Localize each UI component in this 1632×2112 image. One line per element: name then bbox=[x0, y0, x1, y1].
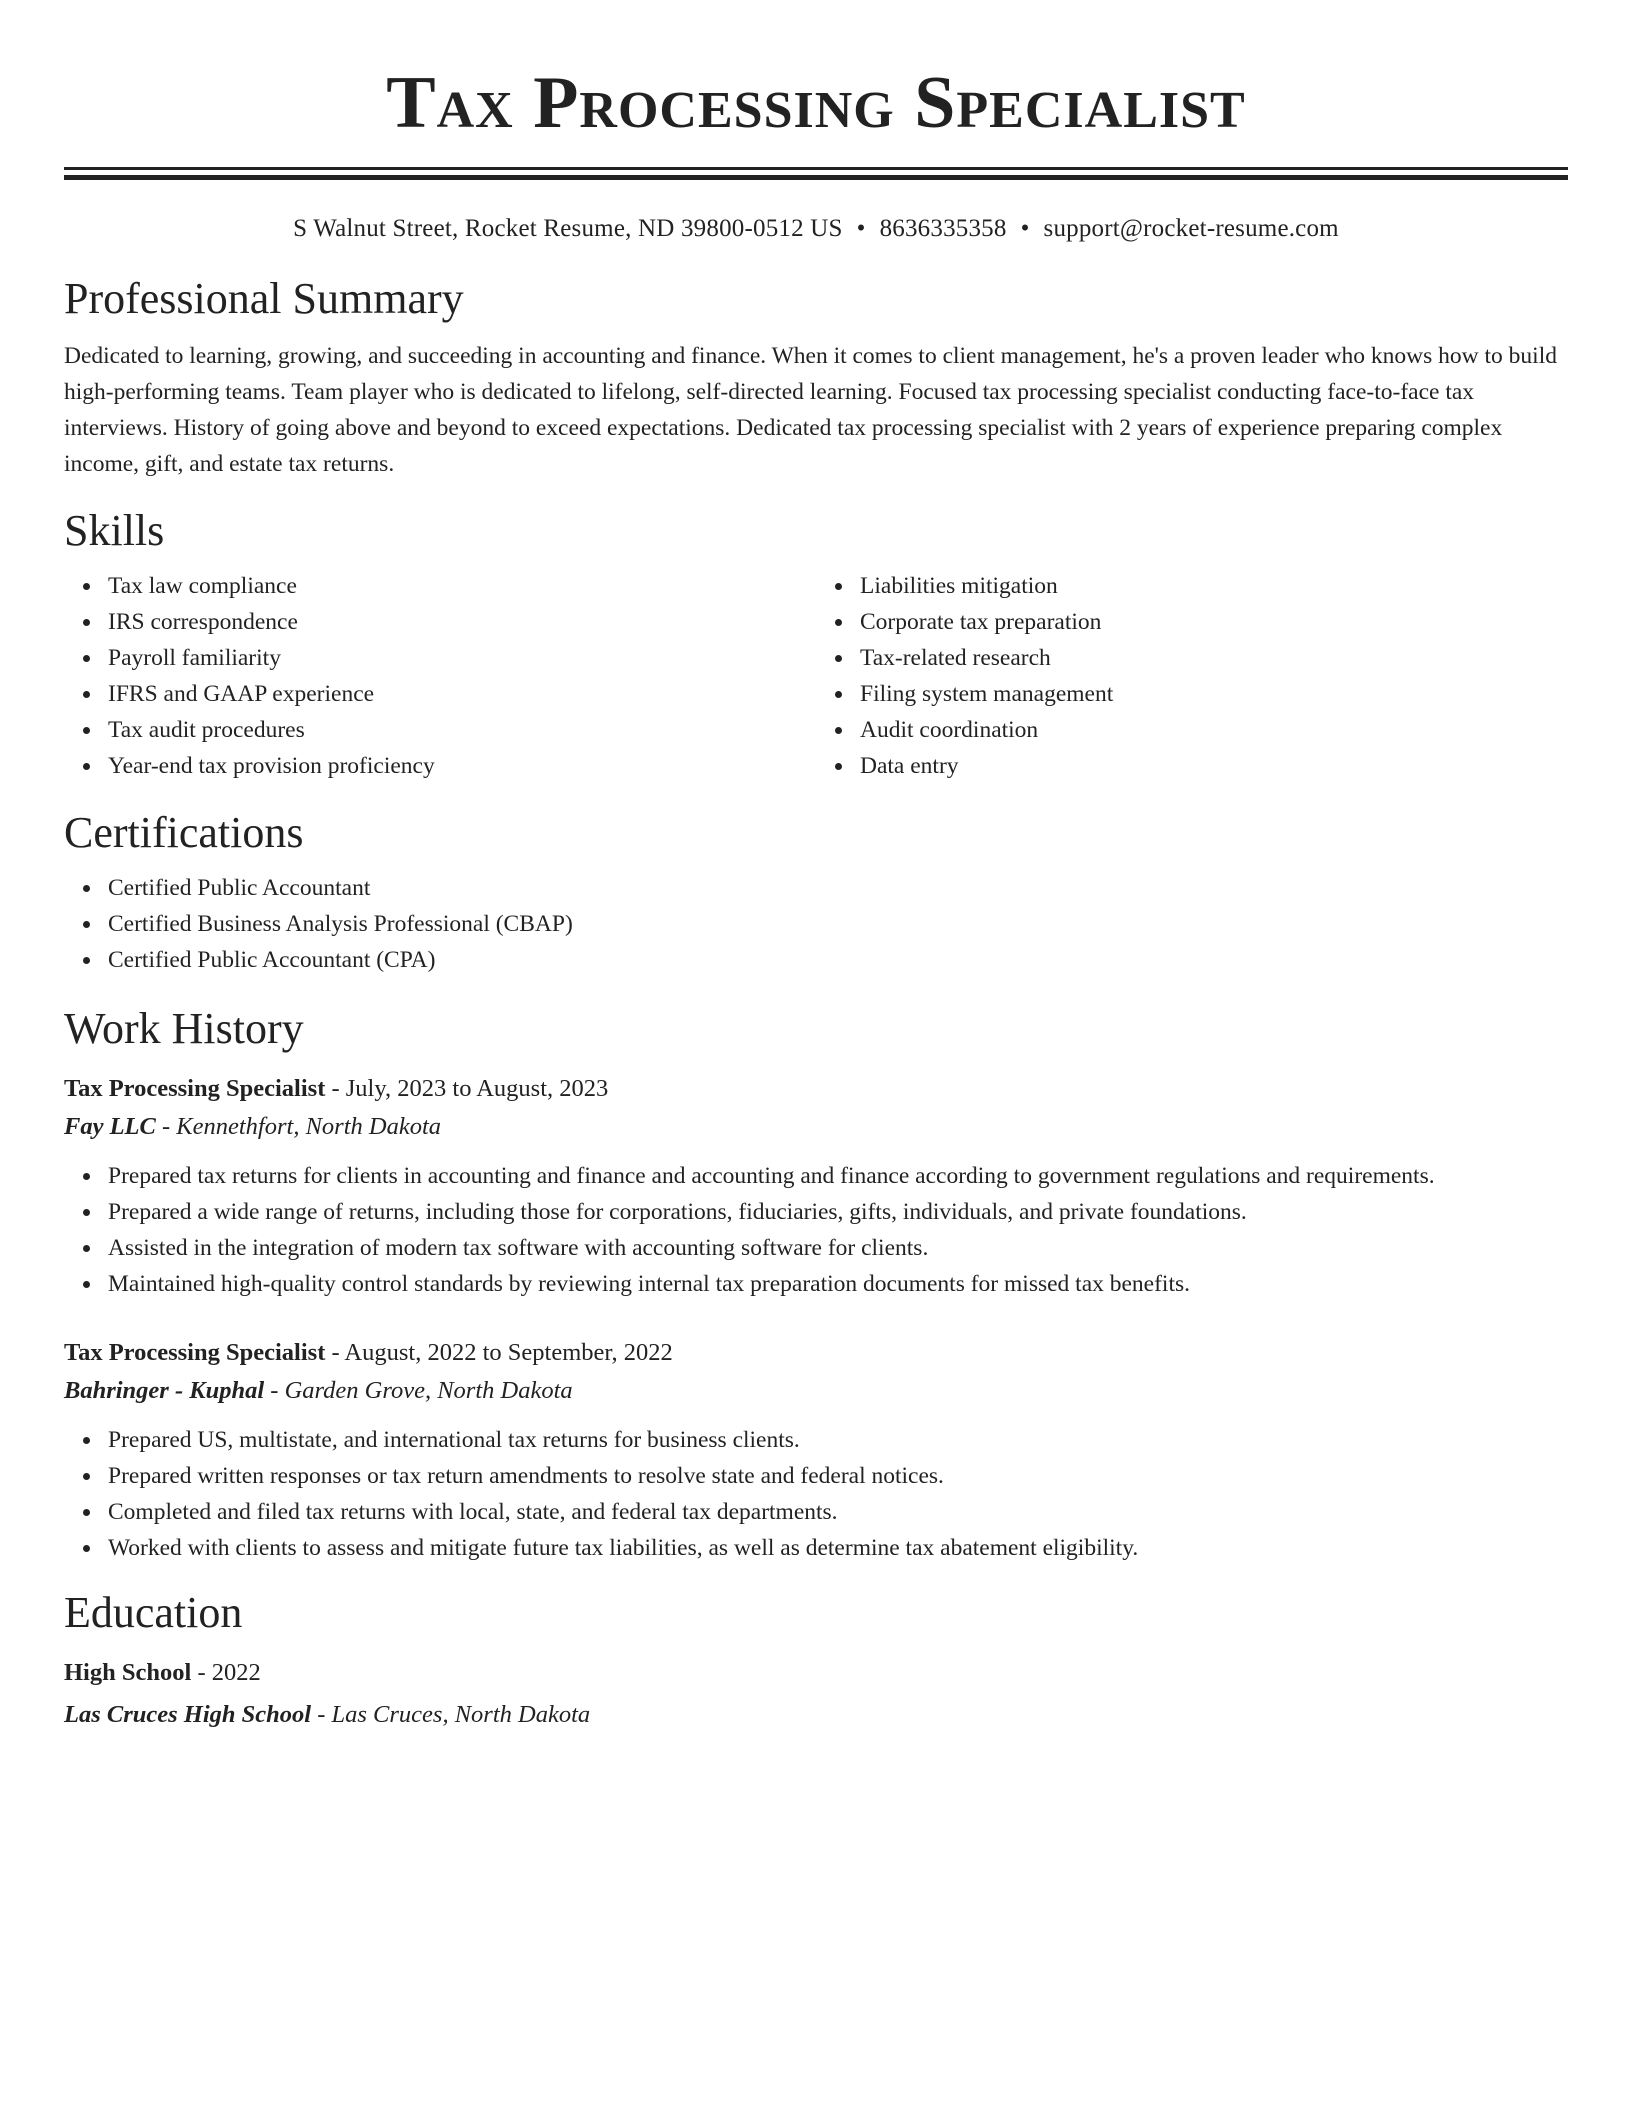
work-history-heading: Work History bbox=[64, 1004, 304, 1053]
job-employer bbox=[64, 1372, 1568, 1410]
skills-list bbox=[64, 568, 1568, 784]
summary-heading: Professional Summary bbox=[64, 274, 464, 323]
certification-item: Certified Public Accountant bbox=[108, 870, 1568, 906]
job-duty: Prepared a wide range of returns, including those for corporations, fiduciaries, gifts, individuals, and private foundations. bbox=[108, 1194, 1568, 1230]
contact-address: S Walnut Street, Rocket Resume, ND 39800-0512 US bbox=[293, 215, 843, 242]
certifications-list bbox=[64, 870, 1568, 978]
education-entry bbox=[64, 1654, 1568, 1734]
school-location: - Las Cruces, North Dakota bbox=[311, 1701, 591, 1728]
contact-email: support@rocket-resume.com bbox=[1043, 215, 1339, 242]
skill-item: Data entry bbox=[860, 748, 1568, 784]
job-duty: Maintained high-quality control standards by reviewing internal tax preparation documents for missed tax benefits. bbox=[108, 1266, 1568, 1302]
education-heading: Education bbox=[64, 1588, 243, 1637]
skill-item: Tax law compliance bbox=[108, 568, 816, 604]
skill-item: Tax audit procedures bbox=[108, 712, 816, 748]
skill-item: Filing system management bbox=[860, 676, 1568, 712]
certification-item: Certified Public Accountant (CPA) bbox=[108, 942, 1568, 978]
resume-title: Tax Processing Specialist bbox=[386, 62, 1246, 144]
job-title: Tax Processing Specialist bbox=[64, 1075, 326, 1102]
job-header bbox=[64, 1070, 1568, 1108]
contact-separator: • bbox=[1020, 215, 1030, 242]
skills-heading: Skills bbox=[64, 506, 165, 555]
job-duty: Prepared US, multistate, and international tax returns for business clients. bbox=[108, 1422, 1568, 1458]
job-dates: - August, 2022 to September, 2022 bbox=[325, 1339, 673, 1366]
job-duty: Prepared written responses or tax return amendments to resolve state and federal notices. bbox=[108, 1458, 1568, 1494]
company-name: Fay LLC bbox=[64, 1113, 156, 1140]
company-location: - Garden Grove, North Dakota bbox=[264, 1377, 573, 1404]
education-school bbox=[64, 1696, 1568, 1734]
job-dates: - July, 2023 to August, 2023 bbox=[325, 1075, 609, 1102]
skills-column-left bbox=[64, 568, 816, 784]
certification-item: Certified Business Analysis Professional (CBAP) bbox=[108, 906, 1568, 942]
job-duties-list bbox=[64, 1158, 1568, 1302]
contact-separator: • bbox=[856, 215, 866, 242]
job-title: Tax Processing Specialist bbox=[64, 1339, 326, 1366]
job-employer bbox=[64, 1108, 1568, 1146]
company-name: Bahringer - Kuphal bbox=[64, 1377, 265, 1404]
school-name: Las Cruces High School bbox=[64, 1701, 312, 1728]
header-rule-thick bbox=[64, 175, 1568, 180]
skill-item: Audit coordination bbox=[860, 712, 1568, 748]
degree: High School bbox=[64, 1659, 192, 1686]
contact-phone: 8636335358 bbox=[879, 215, 1007, 242]
certifications-heading: Certifications bbox=[64, 808, 304, 857]
job-duties-list bbox=[64, 1422, 1568, 1566]
skill-item: Payroll familiarity bbox=[108, 640, 816, 676]
job-entry bbox=[64, 1334, 1568, 1566]
job-duty: Assisted in the integration of modern tax software with accounting software for clients. bbox=[108, 1230, 1568, 1266]
job-duty: Worked with clients to assess and mitigate future tax liabilities, as well as determine tax abatement eligibility. bbox=[108, 1530, 1568, 1566]
job-header bbox=[64, 1334, 1568, 1372]
skill-item: Liabilities mitigation bbox=[860, 568, 1568, 604]
education-header bbox=[64, 1654, 1568, 1692]
company-location: - Kennethfort, North Dakota bbox=[155, 1113, 442, 1140]
job-duty: Prepared tax returns for clients in accounting and finance and accounting and finance according to government regulations and requirements. bbox=[108, 1158, 1568, 1194]
skill-item: Year-end tax provision proficiency bbox=[108, 748, 816, 784]
summary-text: Dedicated to learning, growing, and succeeding in accounting and finance. When it comes to client management, he's a proven leader who knows how to build high-performing teams. Team player who is dedicated to lifelong, self-directed learning. Focused tax processing specialist conducting face-to-face tax interviews. History of going above and beyond to exceed expectations. Dedicated tax processing specialist with 2 years of experience preparing complex income, gift, and estate tax returns. bbox=[64, 343, 1557, 477]
job-duty: Completed and filed tax returns with local, state, and federal tax departments. bbox=[108, 1494, 1568, 1530]
skills-column-right bbox=[816, 568, 1568, 784]
graduation-year: - 2022 bbox=[191, 1659, 261, 1686]
skill-item: IFRS and GAAP experience bbox=[108, 676, 816, 712]
contact-line bbox=[64, 212, 1568, 246]
skill-item: Tax-related research bbox=[860, 640, 1568, 676]
skill-item: Corporate tax preparation bbox=[860, 604, 1568, 640]
skill-item: IRS correspondence bbox=[108, 604, 816, 640]
header-rule-thin bbox=[64, 167, 1568, 170]
job-entry bbox=[64, 1070, 1568, 1302]
